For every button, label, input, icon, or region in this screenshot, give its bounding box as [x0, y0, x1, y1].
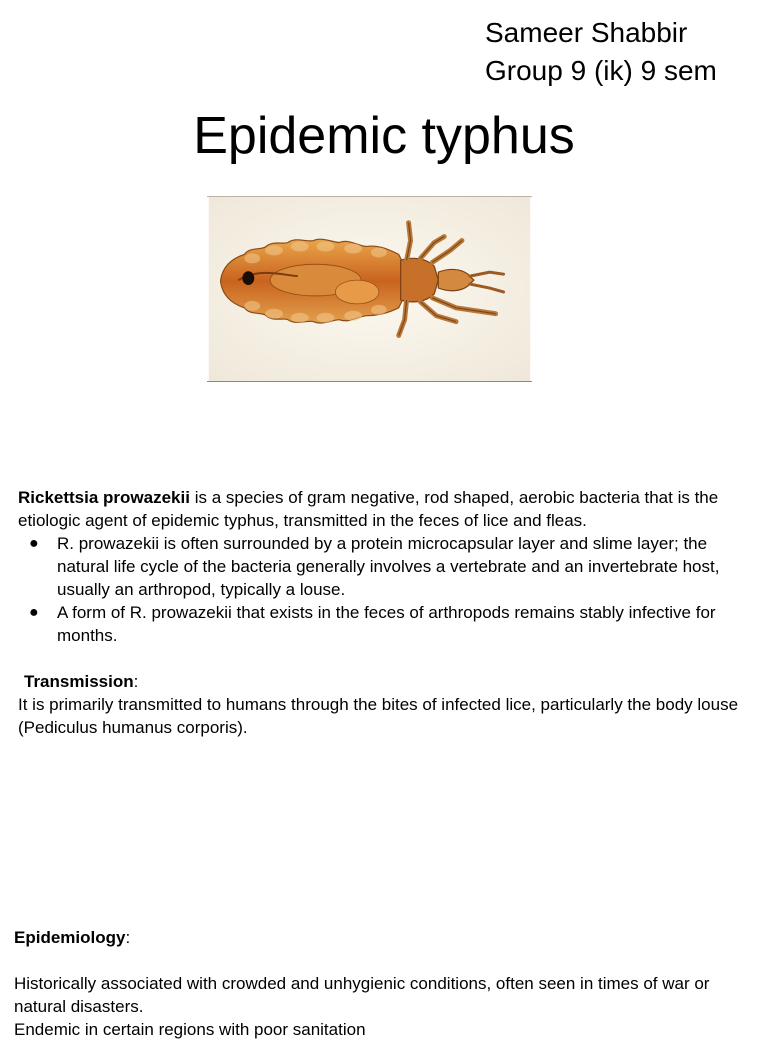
transmission-heading-label: Transmission — [24, 672, 134, 691]
intro-term: Rickettsia prowazekii — [18, 488, 190, 507]
bullet-icon: ● — [29, 604, 39, 621]
author-block — [485, 14, 717, 90]
epidemiology-heading-colon: : — [125, 928, 131, 947]
intro-text: is a species of gram negative, rod shaped, aerobic bacteria that is the etiologic agent of epidemic typhus, transmitted in the feces of lice and fleas. — [18, 488, 719, 530]
bullet-icon: ● — [29, 535, 39, 552]
page-title: Epidemic typhus — [193, 107, 575, 165]
list-item-text: A form of R. prowazekii that exists in the feces of arthropods remains stably infective for months. — [57, 603, 716, 645]
intro-paragraph — [18, 486, 758, 532]
epidemiology-heading — [14, 926, 754, 949]
transmission-heading-colon: : — [133, 672, 139, 691]
list-item-text: R. prowazekii is often surrounded by a protein microcapsular layer and slime layer; the natural life cycle of the bacteria generally involves a vertebrate and an invertebrate host, usually an arthropod, typically a louse. — [57, 534, 720, 599]
epidemiology-cut-line: Endemic in certain regions with poor sanitation — [14, 1020, 366, 1039]
epidemiology-text: Historically associated with crowded and unhygienic conditions, often seen in times of war or natural disasters. — [14, 974, 710, 1016]
author-group: Group 9 (ik) 9 sem — [485, 55, 717, 86]
facts-list — [18, 532, 748, 647]
list-item — [18, 601, 748, 647]
epidemiology-heading-label: Epidemiology — [14, 928, 126, 947]
list-item — [18, 532, 748, 601]
louse-illustration — [207, 197, 532, 381]
author-name: Sameer Shabbir — [485, 17, 688, 48]
louse-image — [207, 196, 532, 382]
transmission-text: It is primarily transmitted to humans through the bites of infected lice, particularly the body louse (Pediculus humanus corporis). — [18, 695, 739, 737]
transmission-heading — [24, 670, 764, 693]
